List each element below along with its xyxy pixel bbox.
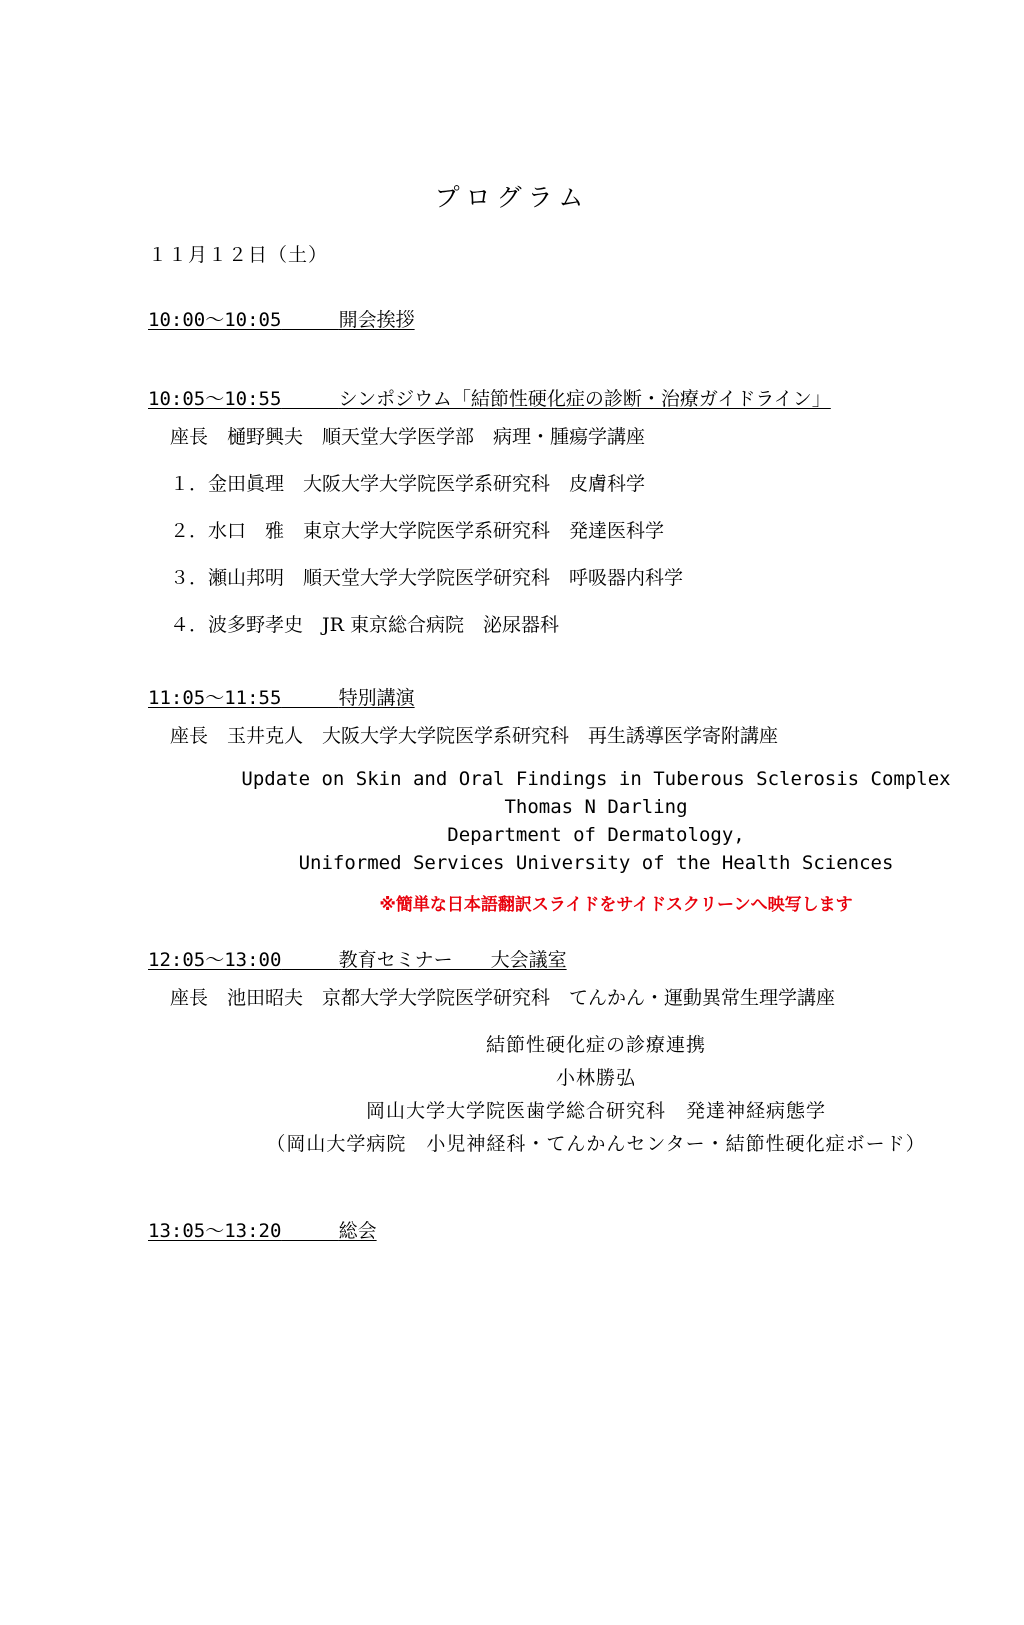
session-chair: 座長 玉井克人 大阪大学大学院医学系研究科 再生誘導医学寄附講座 <box>170 725 779 747</box>
session-time: 10:05～10:55 <box>148 388 282 410</box>
session-opening <box>148 305 1024 332</box>
lecture-line: 小林勝弘 <box>555 1067 636 1089</box>
session-heading <box>148 945 1024 972</box>
talk-item: ２．水口 雅 東京大学大学院医学系研究科 発達医科学 <box>170 520 665 542</box>
lecture-line: Uniformed Services University of the Health Sciences <box>298 852 894 874</box>
talk-item: ３．瀬山邦明 順天堂大学大学院医学研究科 呼吸器内科学 <box>170 567 684 589</box>
lecture-line: Thomas N Darling <box>504 796 688 818</box>
program-page <box>0 178 1024 1625</box>
lecture-line: Department of Dermatology, <box>447 824 745 846</box>
session-heading <box>148 683 1024 710</box>
session-name: 総会 <box>338 1220 377 1242</box>
session-symposium <box>148 384 1024 637</box>
session-name: 教育セミナー 大会議室 <box>338 949 567 971</box>
session-time: 12:05～13:00 <box>148 949 282 971</box>
session-heading <box>148 305 1024 332</box>
lecture-line: （岡山大学病院 小児神経科・てんかんセンター・結節性硬化症ボード） <box>266 1133 926 1155</box>
session-name: 特別講演 <box>338 687 415 709</box>
program-date: １１月１２日（土） <box>148 244 329 266</box>
session-time: 11:05～11:55 <box>148 687 282 709</box>
session-educational-seminar <box>148 945 1024 1156</box>
session-chair: 座長 樋野興夫 順天堂大学医学部 病理・腫瘍学講座 <box>170 426 646 448</box>
session-chair: 座長 池田昭夫 京都大学大学院医学研究科 てんかん・運動異常生理学講座 <box>170 987 836 1009</box>
session-heading <box>148 1216 1024 1243</box>
session-heading <box>148 384 1024 411</box>
lecture-line: 結節性硬化症の診療連携 <box>485 1034 706 1056</box>
session-special-lecture <box>148 683 1024 915</box>
session-time: 13:05～13:20 <box>148 1220 282 1242</box>
translation-notice: ※簡単な日本語翻訳スライドをサイドスクリーンへ映写します <box>379 895 853 915</box>
session-name: 開会挨拶 <box>338 309 415 331</box>
lecture-line: 岡山大学大学院医歯学総合研究科 発達神経病態学 <box>365 1100 826 1122</box>
session-time: 10:00～10:05 <box>148 309 282 331</box>
lecture-block <box>148 768 1024 874</box>
lecture-block <box>148 1030 1024 1156</box>
session-name: シンポジウム「結節性硬化症の診断・治療ガイドライン」 <box>338 388 831 410</box>
page-title: プログラム <box>434 183 590 212</box>
session-general-meeting <box>148 1216 1024 1243</box>
talk-item: １．金田眞理 大阪大学大学院医学系研究科 皮膚科学 <box>170 473 646 495</box>
talk-item: ４．波多野孝史 JR 東京総合病院 泌尿器科 <box>170 614 559 636</box>
lecture-line: Update on Skin and Oral Findings in Tuberous Sclerosis Complex <box>241 768 951 790</box>
